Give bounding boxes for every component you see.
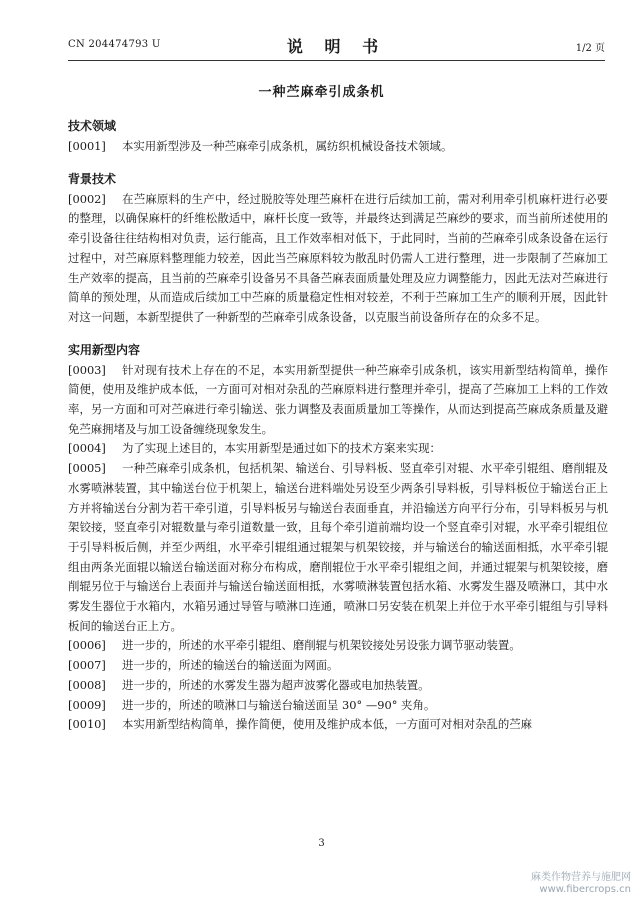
paragraph: [68, 137, 608, 157]
paragraph: [68, 439, 608, 459]
paragraph-number: [0003]: [68, 362, 106, 377]
paragraph-number: [0005]: [68, 461, 106, 476]
paragraph-text: 一种苎麻牵引成条机，包括机架、输送台、引导料板、竖直牵引对辊、水平牵引辊组、磨削辊及水雾喷淋装置，其中输送台位于机架上，输送台进料端处另设至少两条引导料板，引导料板位于输送台正上方并将输送台分割为若干牵引道，引导料板另与输送台表面垂直，并沿输送方向平行分布，引导料板另与机架铰接，竖直牵引对辊数量与牵引道数量一致，且每个牵引道前端均设一个竖直牵引对辊，水平牵引辊组位于引导料板后侧，并至少两组，水平牵引辊组通过辊架与机架铰接，并与输送台的输送面相抵，水平牵引辊组由两条光面辊以输送台输送面对称分布构成，磨削辊位于水平牵引辊组之间，并通过辊架与机架铰接，磨削辊另位于与输送台上表面并与输送台输送面相抵，水雾喷淋装置包括水箱、水雾发生器及喷淋口，其中水雾发生器位于水箱内，水箱另通过导管与喷淋口连通，喷淋口另安装在机架上并位于水平牵引辊组与引导料板间的输送台正上方。: [68, 461, 608, 633]
page-header: [68, 36, 605, 56]
paragraph: [68, 459, 608, 636]
paragraph: [68, 636, 608, 656]
paragraph-text: 进一步的，所述的喷淋口与输送台输送面呈 30° —90° 夹角。: [122, 697, 436, 712]
paragraph-number: [0004]: [68, 441, 106, 456]
paragraph-number: [0009]: [68, 697, 106, 712]
paragraph-number: [0001]: [68, 139, 106, 153]
section-heading: 技术领域: [68, 119, 117, 133]
paragraph: [68, 715, 608, 735]
section-heading: 实用新型内容: [68, 342, 141, 357]
paragraph-text: 在苎麻原料的生产中，经过脱胶等处理苎麻杆在进行后续加工前，需对利用牵引机麻杆进行必要的整理，以确保麻杆的纤维松散适中，麻杆长度一致等，并最终达到满足苎麻纱的要求，而当前所述使用的牵引设备往往结构相对负责，运行能高，且工作效率相对低下，于此同时，当前的苎麻牵引成条设备在运行过程中，对苎麻原料整理能力较差，因此当苎麻原料较为散乱时仍需人工进行整理，进一步限制了苎麻加工生产效率的提高，且当前的苎麻牵引设备另不具备苎麻表面质量处理及应力调整能力，因此无法对苎麻进行简单的预处理，从而造成后续加工中苎麻的质量稳定性相对较差，不利于苎麻加工生产的顺利开展，因此针对这一问题，本新型提供了一种新型的苎麻牵引成条设备，以克服当前设备所存在的众多不足。: [68, 191, 608, 324]
section-background: [68, 171, 608, 328]
paragraph-number: [0002]: [68, 191, 106, 206]
page-number: 3: [318, 838, 325, 849]
paragraph-text: 本实用新型结构简单，操作简便，使用及维护成本低，一方面可对相对杂乱的苎麻: [122, 717, 533, 732]
watermark-url: www.fibercrops.cn: [539, 884, 631, 895]
document-title: 一种苎麻牵引成条机: [258, 85, 385, 100]
paragraph: [68, 676, 608, 696]
watermark-site-name: 麻类作物营养与施肥网: [531, 872, 631, 883]
paragraph-text: 针对现有技术上存在的不足，本实用新型提供一种苎麻牵引成条机，该实用新型结构简单，操作简便，使用及维护成本低，一方面可对相对杂乱的苎麻原料进行整理并牵引，提高了苎麻加工上料的工作效率，另一方面和可对苎麻进行牵引输送、张力调整及表面质量加工等操作，从而达到提高苎麻成条质量及避免苎麻拥堵及与加工设备缠绕现象发生。: [68, 362, 608, 436]
paragraph-number: [0006]: [68, 638, 106, 653]
document-body: [68, 118, 608, 749]
paragraph: [68, 696, 608, 716]
paragraph-text: 进一步的，所述的水平牵引辊组、磨削辊与机架铰接处另设张力调节驱动装置。: [122, 638, 521, 653]
header-divider: [68, 60, 605, 61]
paragraph-text: 为了实现上述目的，本实用新型是通过如下的技术方案来实现：: [122, 441, 441, 456]
paragraph: [68, 656, 608, 676]
section-heading: 背景技术: [68, 171, 117, 186]
paragraph-text: 本实用新型涉及一种苎麻牵引成条机，属纺织机械设备技术领域。: [122, 139, 453, 153]
document-type: 说 明 书: [286, 37, 387, 56]
section-summary: [68, 342, 608, 735]
publication-number: CN 204474793 U: [68, 39, 161, 50]
watermark: [531, 872, 631, 896]
paragraph-text: 进一步的，所述的输送台的输送面为网面。: [122, 658, 339, 673]
section-technical-field: [68, 118, 608, 157]
paragraph: [68, 190, 608, 328]
paragraph: [68, 361, 608, 440]
paragraph-number: [0008]: [68, 677, 106, 692]
paragraph-number: [0010]: [68, 717, 106, 732]
page-count: 1/2 页: [575, 43, 605, 54]
paragraph-text: 进一步的，所述的水雾发生器为超声波雾化器或电加热装置。: [122, 677, 430, 692]
paragraph-number: [0007]: [68, 658, 106, 673]
